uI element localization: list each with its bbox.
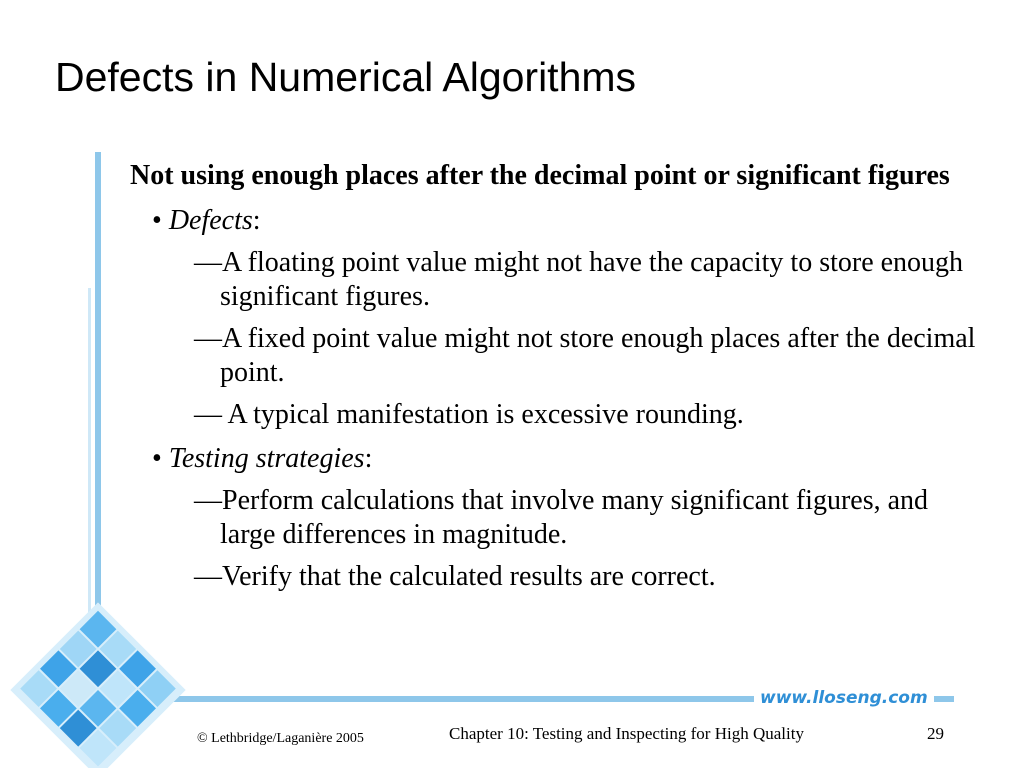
list-item: —A floating point value might not have the capacity to store enough significant figures. (194, 247, 964, 312)
bullet-icon: • (152, 443, 169, 474)
footer-copyright: © Lethbridge/Laganière 2005 (197, 731, 364, 746)
section-testing-strategies: • Testing strategies: (152, 443, 373, 474)
slide-heading: Not using enough places after the decimal point or significant figures (130, 160, 950, 191)
section-defects: • Defects: (152, 205, 261, 236)
logo-mosaic-icon (0, 600, 200, 768)
section-label: Testing strategies (168, 443, 365, 474)
website-logo: www.lloseng.com (754, 688, 934, 708)
slide-title: Defects in Numerical Algorithms (55, 54, 637, 100)
list-item: — A typical manifestation is excessive rounding. (194, 399, 744, 430)
section-label: Defects (168, 205, 253, 236)
slide-body (130, 158, 980, 594)
list-item: —A fixed point value might not store enough places after the decimal point. (194, 323, 976, 388)
footer-chapter: Chapter 10: Testing and Inspecting for High Quality (449, 724, 804, 743)
page-number: 29 (927, 724, 944, 743)
list-item: —Perform calculations that involve many significant figures, and large differences in magnitude. (194, 485, 929, 550)
bullet-icon: • (152, 205, 169, 236)
vertical-divider-light (88, 288, 91, 618)
list-item: —Verify that the calculated results are correct. (194, 561, 716, 592)
